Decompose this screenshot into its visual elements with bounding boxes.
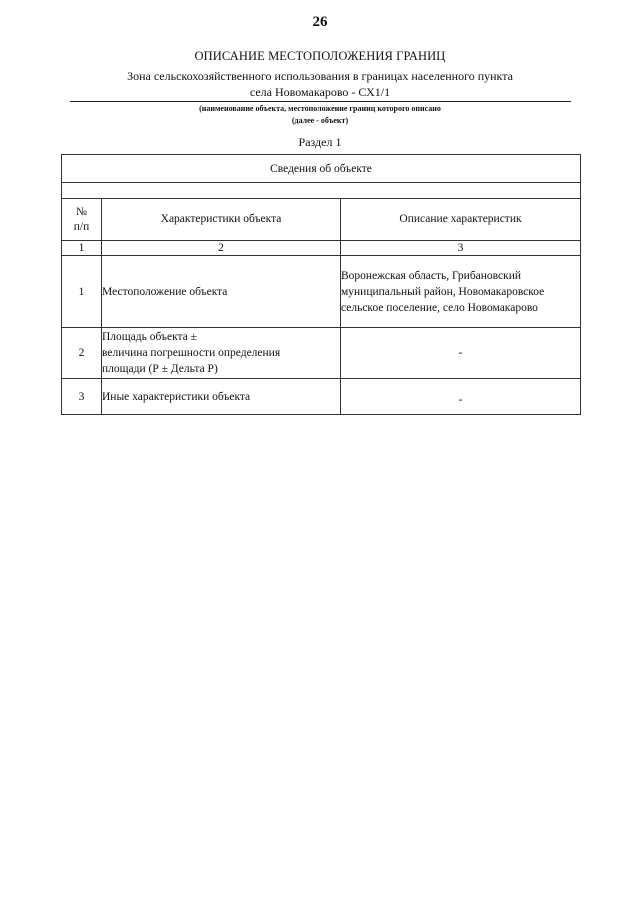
table-row: [62, 328, 581, 379]
table-blank-cell: [62, 183, 581, 199]
characteristic-line: величина погрешности определения: [102, 347, 281, 359]
row-number: 1: [62, 256, 102, 328]
description-line: Воронежская область, Грибановский: [341, 269, 522, 282]
row-characteristic: [102, 328, 341, 379]
table-header-row: [62, 199, 581, 241]
object-info-table: [61, 154, 581, 415]
row-characteristic: [102, 379, 341, 415]
table-heading: Сведения об объекте: [62, 155, 581, 183]
object-name-line-2: села Новомакарово - СХ1/1: [249, 85, 391, 99]
section-label: Раздел 1: [298, 135, 342, 149]
description-line: муниципальный район, Новомакаровское: [341, 285, 545, 298]
table-heading-row: [62, 155, 581, 183]
object-name-line-1: Зона сельскохозяйственного использования в границах населенного пункта: [127, 69, 513, 83]
table-column-numbers-row: [62, 241, 581, 256]
caption-line-2: (далее - объект): [291, 116, 349, 125]
row-number: 2: [62, 328, 102, 379]
column-number-2: 2: [102, 241, 341, 256]
row-description: -: [341, 379, 581, 415]
column-number-1: 1: [62, 241, 102, 256]
header-number-line-1: №: [76, 205, 87, 218]
object-name-caption: [0, 103, 640, 127]
table-row: [62, 256, 581, 328]
document-title: ОПИСАНИЕ МЕСТОПОЛОЖЕНИЯ ГРАНИЦ: [194, 49, 446, 63]
header-description: Описание характеристик: [341, 199, 581, 241]
page-number: 26: [312, 14, 328, 30]
header-characteristics: Характеристики объекта: [102, 199, 341, 241]
row-description: -: [341, 328, 581, 379]
description-line: сельское поселение, село Новомакарово: [341, 301, 538, 314]
row-characteristic: [102, 256, 341, 328]
header-number: [62, 199, 102, 241]
row-description: [341, 256, 581, 328]
row-number: 3: [62, 379, 102, 415]
column-number-3: 3: [341, 241, 581, 256]
header-number-line-2: п/п: [73, 220, 90, 233]
object-name-underline: [70, 101, 571, 102]
caption-line-1: (наименование объекта, местоположение границ которого описано: [199, 104, 441, 113]
characteristic-line: Иные характеристики объекта: [102, 390, 251, 403]
characteristic-line: Площадь объекта ±: [102, 331, 197, 343]
table-row: [62, 379, 581, 415]
characteristic-line: площади (Р ± Дельта Р): [102, 363, 218, 375]
table-blank-row: [62, 183, 581, 199]
characteristic-line: Местоположение объекта: [102, 285, 228, 298]
object-name: [70, 68, 570, 100]
